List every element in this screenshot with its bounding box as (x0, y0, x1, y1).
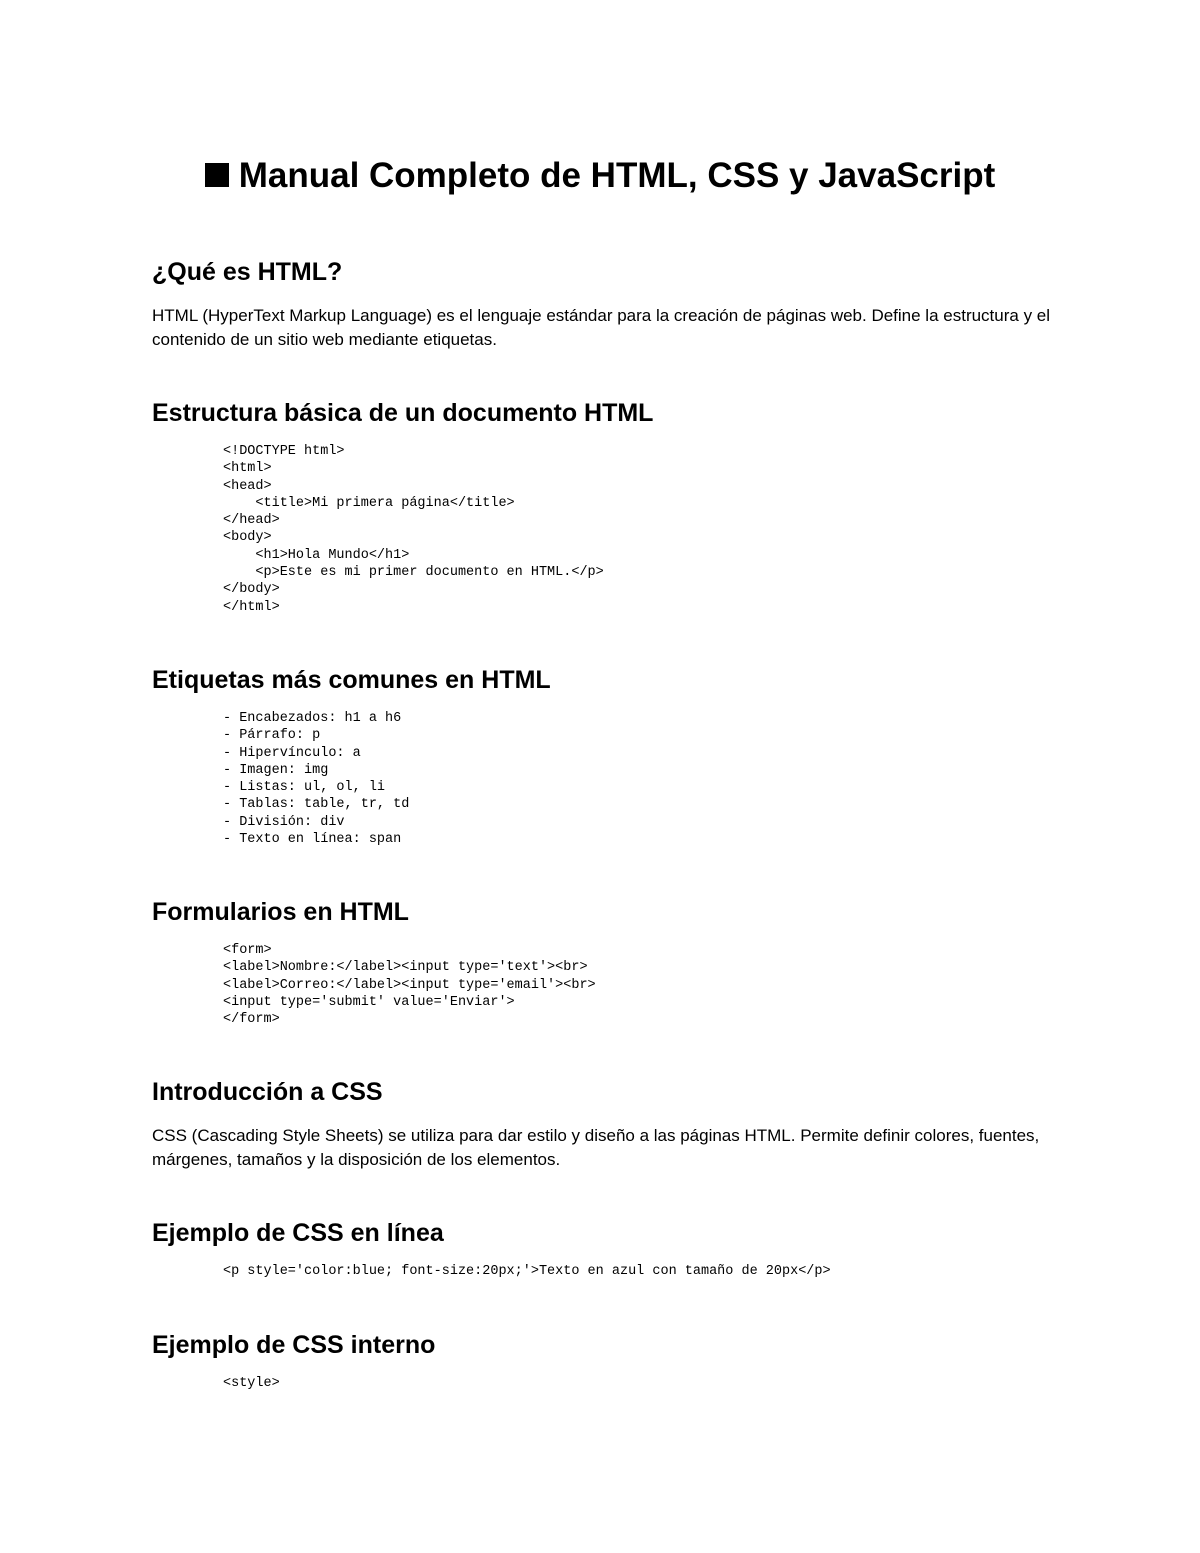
document-title (0, 152, 1200, 200)
code-block (223, 710, 1052, 848)
code-block (223, 443, 1052, 616)
code-line: <!DOCTYPE html> (223, 444, 345, 459)
code-line: <p style='color:blue; font-size:20px;'>Texto en azul con tamaño de 20px</p> (223, 1264, 831, 1279)
code-line: <label>Nombre:</label><input type='text'><br> (223, 960, 588, 976)
code-line: - Párrafo: p (223, 728, 321, 744)
section-heading: Formularios en HTML (152, 898, 409, 926)
code-line: <h1>Hola Mundo</h1> (223, 547, 410, 563)
section-formularios (152, 896, 1052, 1028)
section-css-interno (152, 1329, 1052, 1392)
code-line: - Texto en línea: span (223, 832, 402, 848)
code-line: <form> (223, 943, 272, 958)
section-etiquetas-comunes (152, 664, 1052, 848)
section-estructura-basica (152, 397, 1052, 616)
code-line: <input type='submit' value='Enviar'> (223, 994, 515, 1010)
section-heading: Estructura básica de un documento HTML (152, 399, 654, 427)
code-line: - División: div (223, 814, 345, 830)
code-line: <html> (223, 461, 272, 477)
section-heading: Ejemplo de CSS interno (152, 1331, 436, 1359)
code-line: </body> (223, 582, 280, 598)
code-line: </html> (223, 599, 280, 615)
code-block (223, 1375, 1052, 1392)
section-heading: ¿Qué es HTML? (152, 258, 343, 286)
section-heading: Introducción a CSS (152, 1078, 383, 1106)
code-line: - Tablas: table, tr, td (223, 797, 410, 813)
code-block (223, 1263, 1052, 1280)
section-que-es-html (152, 256, 1052, 352)
code-line: - Encabezados: h1 a h6 (223, 711, 402, 726)
code-line: - Listas: ul, ol, li (223, 780, 386, 796)
code-line: - Imagen: img (223, 762, 329, 778)
section-heading: Ejemplo de CSS en línea (152, 1219, 444, 1247)
code-block (223, 942, 1052, 1028)
document-title-text: Manual Completo de HTML, CSS y JavaScript (238, 156, 996, 195)
black-square-icon (205, 163, 229, 187)
section-paragraph: HTML (HyperText Markup Language) es el lenguaje estándar para la creación de páginas web. Define la estructura y el contenido de un sitio web mediante etiquetas. (152, 306, 1051, 349)
code-line: <title>Mi primera página</title> (223, 495, 515, 511)
code-line: <body> (223, 530, 272, 546)
code-line: <p>Este es mi primer documento en HTML.</p> (223, 565, 604, 581)
code-line: - Hipervínculo: a (223, 745, 361, 761)
code-line: <style> (223, 1376, 280, 1391)
code-line: </form> (223, 1012, 280, 1028)
code-line: <label>Correo:</label><input type='email'><br> (223, 977, 596, 993)
section-introduccion-css (152, 1076, 1052, 1172)
section-heading: Etiquetas más comunes en HTML (152, 666, 551, 694)
code-line: </head> (223, 513, 280, 529)
section-css-en-linea (152, 1217, 1052, 1280)
section-paragraph: CSS (Cascading Style Sheets) se utiliza para dar estilo y diseño a las páginas HTML. Permite definir colores, fuentes, márgenes, tamaños y la disposición de los elementos. (152, 1126, 1040, 1169)
code-line: <head> (223, 478, 272, 494)
